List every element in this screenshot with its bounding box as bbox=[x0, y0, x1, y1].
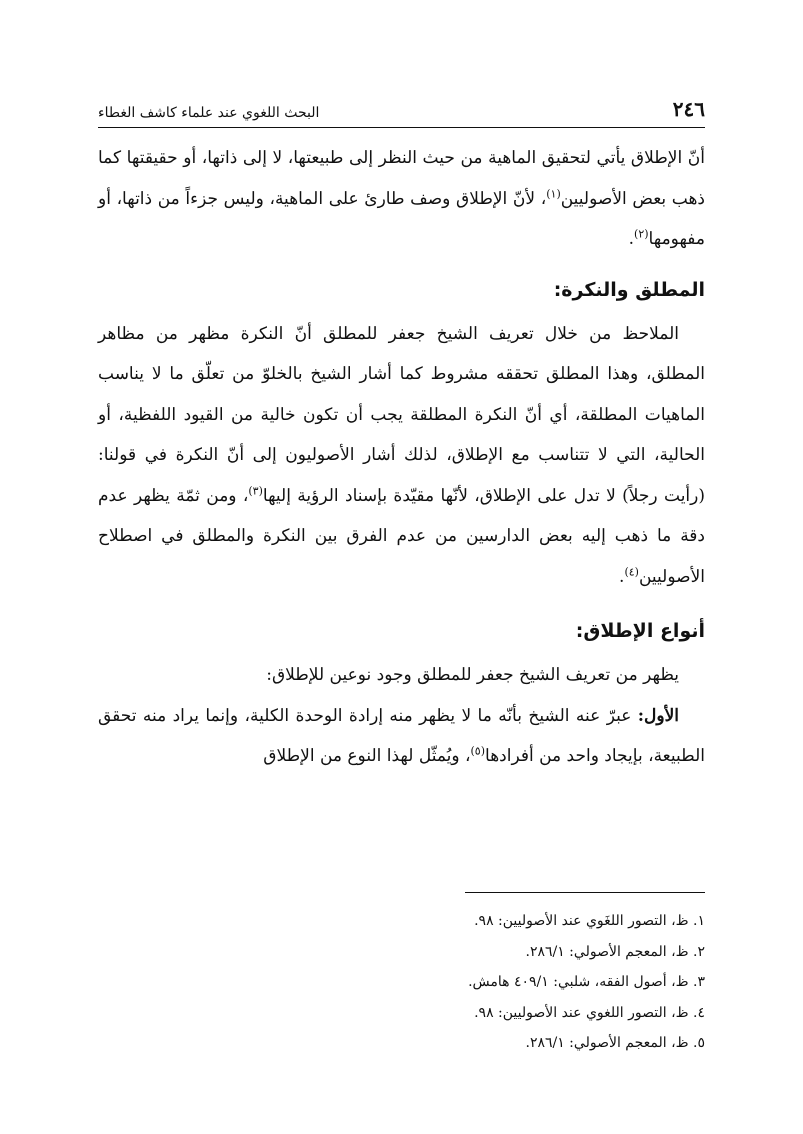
footnote-5: ٥. ظ، المعجم الأصولي: ٢٨٦/١. bbox=[525, 1035, 705, 1051]
running-header bbox=[98, 92, 705, 128]
footnote-divider bbox=[465, 892, 705, 893]
paragraph-4-lead: الأول: bbox=[637, 705, 679, 726]
paragraph-2-text-b: ، ومن ثمّة يظهر عدم دقة ما ذهب إليه بعض الدارسين من عدم الفرق بين النكرة والمطلق في اصطلاح الأصوليين bbox=[98, 485, 705, 587]
footnote-4: ٤. ظ، التصور اللغوي عند الأصوليين: ٩٨. bbox=[474, 1004, 705, 1021]
footnote-ref-4: (٤) bbox=[624, 564, 639, 578]
footnote-ref-5: (٥) bbox=[470, 744, 486, 758]
running-header-title: البحث اللغوي عند علماء كاشف الغطاء bbox=[98, 105, 320, 121]
paragraph-4-text-b: ، ويُمثّل لهذا النوع من الإطلاق bbox=[263, 746, 471, 766]
paragraph-1-text-c: . bbox=[628, 229, 635, 249]
footnote-2: ٢. ظ، المعجم الأصولي: ٢٨٦/١. bbox=[525, 943, 705, 960]
section-heading-types-of-absoluteness: أنواع الإطلاق: bbox=[575, 620, 705, 642]
footnote-1: ١. ظ، التصور اللغَوي عند الأصوليين: ٩٨. bbox=[474, 913, 705, 929]
footnotes bbox=[98, 906, 705, 1059]
paragraph-1-text-b: ، لأنّ الإطلاق وصف طارئ على الماهية، وليس جزءاً من ذاتها، أو مفهومها bbox=[98, 188, 705, 249]
footnote-3: ٣. ظ، أصول الفقه، شلبي: ٤٠٩/١ هامش. bbox=[468, 974, 705, 990]
footnote-ref-1: (١) bbox=[546, 186, 561, 200]
section-heading-absolute-and-indefinite: المطلق والنكرة: bbox=[553, 278, 705, 301]
body-text bbox=[98, 138, 705, 777]
paragraph-1 bbox=[98, 138, 705, 260]
paragraph-4-text-a: عبرّ عنه الشيخ بأنّه ما لا يظهر منه إرادة الوحدة الكلية، وإنما يراد منه تحقق الطبيعة، بإيجاد واحد من أفرادها bbox=[98, 705, 705, 766]
footnote-ref-3: (٣) bbox=[248, 483, 263, 497]
paragraph-2-text-c: . bbox=[619, 566, 625, 587]
footnote-ref-2: (٢) bbox=[634, 227, 649, 241]
paragraph-3: يظهر من تعريف الشيخ جعفر للمطلق وجود نوعين للإطلاق: bbox=[266, 665, 679, 685]
paragraph-2 bbox=[98, 314, 705, 598]
paragraph-4 bbox=[98, 696, 705, 777]
page-number: ٢٤٦ bbox=[672, 97, 705, 121]
paragraph-2-text-a: الملاحظ من خلال تعريف الشيخ جعفر للمطلق أنّ النكرة مظهر من مظاهر المطلق، وهذا المطلق تحققه مشروط كما أشار الشيخ بالخلوّ من تعلّق ما لا يناسب الماهيات المطلقة، أي أنّ النكرة المطلقة يجب أن تكون خالية من القيود اللفظية، أو الحالية، التي لا تتناسب مع الإطلاق، لذلك أشار الأصوليون إلى أنّ النكرة في قولنا: (رأيت رجلاً) لا تدل على الإطلاق، لأنّها مقيّدة بإسناد الرؤية إليها bbox=[98, 323, 705, 506]
paragraph-1-text-a: أنّ الإطلاق يأتي لتحقيق الماهية من حيث النظر إلى طبيعتها، لا إلى ذاتها، أو حقيقتها كما ذهب بعض الأصوليين bbox=[98, 148, 705, 209]
